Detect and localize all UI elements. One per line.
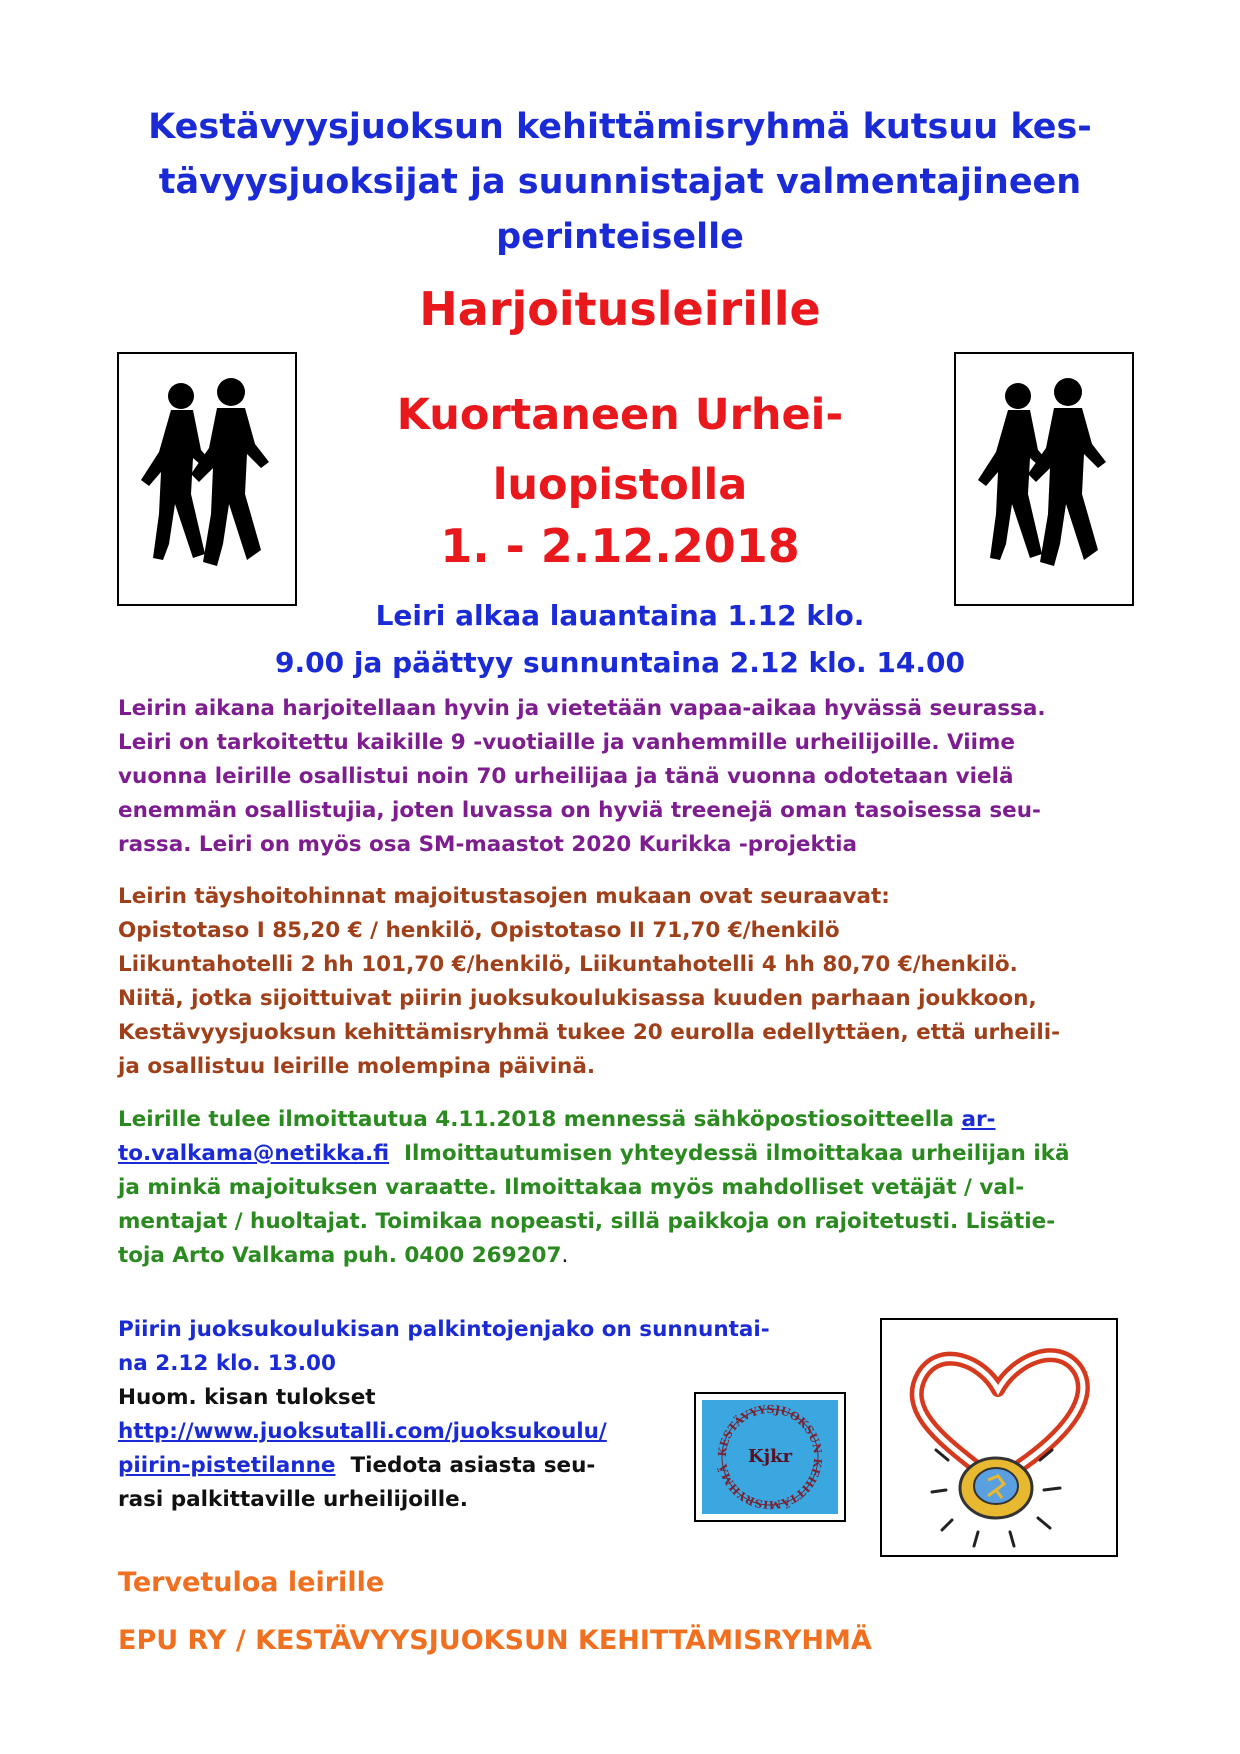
prices-paragraph	[118, 880, 1138, 1084]
kjkr-logo-graphic	[696, 1394, 844, 1520]
prices-line: Leirin täyshoitohinnat majoitustasojen mukaan ovat seuraavat:	[118, 884, 890, 909]
intro-line-1: Kestävyysjuoksun kehittämisryhmä kutsuu kes-	[148, 107, 1092, 147]
registration-line-3: ja minkä majoituksen varaatte. Ilmoittakaa myös mahdolliset vetäjät / val-	[118, 1175, 1025, 1200]
prices-line: Opistotaso I 85,20 € / henkilö, Opistotaso II 71,70 €/henkilö	[118, 918, 840, 943]
camp-location	[340, 380, 900, 520]
info-line: Leiri on tarkoitettu kaikille 9 -vuotiaille ja vanhemmille urheilijoille. Viime	[118, 730, 1016, 755]
info-line: enemmän osallistujia, joten luvassa on hyviä treenejä oman tasoisessa seu-	[118, 798, 1041, 823]
awards-line-1: Piirin juoksukoulukisan palkintojenjako on sunnuntai-	[118, 1317, 770, 1342]
results-link[interactable]: piirin-pistetilanne	[118, 1453, 336, 1478]
runners-silhouette-icon	[956, 354, 1132, 604]
prices-line: ja osallistuu leirille molempina päivinä.	[118, 1054, 596, 1079]
awards-line-6: rasi palkittaville urheilijoille.	[118, 1487, 468, 1512]
runners-image-right	[954, 352, 1134, 606]
welcome-text: Tervetuloa leirille	[118, 1567, 385, 1598]
logo-ring-text: KESTÄVYYSJUOKSUN KEHITTÄMISRYHMÄ	[715, 1402, 825, 1512]
contact-text: toja Arto Valkama puh. 0400 269207	[118, 1243, 562, 1268]
registration-paragraph	[118, 1103, 1138, 1273]
info-line: Leirin aikana harjoitellaan hyvin ja vietetään vapaa-aikaa hyvässä seurassa.	[118, 696, 1046, 721]
registration-line-2	[118, 1137, 1138, 1171]
camp-title: Harjoitusleirille	[419, 282, 821, 336]
info-line: rassa. Leiri on myös osa SM-maastot 2020 Kurikka -projektia	[118, 832, 857, 857]
prices-line: Niitä, jotka sijoittuivat piirin juoksukoulukisassa kuuden parhaan joukkoon,	[118, 986, 1037, 1011]
email-link[interactable]: to.valkama@netikka.fi	[118, 1141, 390, 1166]
registration-text: Leirille tulee ilmoittautua 4.11.2018 mennessä sähköpostiosoitteella	[118, 1107, 962, 1132]
runners-silhouette-icon	[119, 354, 295, 604]
registration-line-5	[118, 1239, 1138, 1273]
intro-heading	[100, 100, 1140, 265]
period: .	[561, 1243, 569, 1268]
medal-icon	[882, 1320, 1116, 1555]
awards-line-3: Huom. kisan tulokset	[118, 1385, 376, 1410]
kjkr-logo	[694, 1392, 846, 1522]
awards-text: Tiedota asiasta seu-	[335, 1453, 596, 1478]
registration-text: Ilmoittautumisen yhteydessä ilmoittakaa urheilijan ikä	[389, 1141, 1070, 1166]
schedule-line-2: 9.00 ja päättyy sunnuntaina 2.12 klo. 14.00	[275, 646, 965, 679]
registration-line-1	[118, 1103, 1138, 1137]
registration-line-4: mentajat / huoltajat. Toimikaa nopeasti, sillä paikkoja on rajoitetusti. Lisätie-	[118, 1209, 1056, 1234]
info-line: vuonna leirille osallistui noin 70 urheilijaa ja tänä vuonna odotetaan vielä	[118, 764, 1014, 789]
location-line-2: luopistolla	[492, 460, 748, 510]
prices-line: Liikuntahotelli 2 hh 101,70 €/henkilö, Liikuntahotelli 4 hh 80,70 €/henkilö.	[118, 952, 1018, 977]
prices-line: Kestävyysjuoksun kehittämisryhmä tukee 20 eurolla edellyttäen, että urheili-	[118, 1020, 1061, 1045]
schedule-line-1: Leiri alkaa lauantaina 1.12 klo.	[375, 599, 865, 632]
runners-image-left	[117, 352, 297, 606]
info-paragraph	[118, 692, 1138, 862]
footer-organization: EPU RY / KESTÄVYYSJUOKSUN KEHITTÄMISRYHMÄ	[118, 1625, 872, 1656]
intro-line-2: tävyysjuoksijat ja suunnistajat valmentajineen	[158, 162, 1082, 202]
camp-schedule	[220, 592, 1020, 686]
awards-line-2: na 2.12 klo. 13.00	[118, 1351, 336, 1376]
camp-date: 1. - 2.12.2018	[440, 519, 800, 573]
results-link[interactable]: http://www.juoksutalli.com/juoksukoulu/	[118, 1419, 607, 1444]
intro-line-3: perinteiselle	[496, 217, 744, 257]
location-line-1: Kuortaneen Urhei-	[396, 390, 844, 440]
email-link[interactable]: ar-	[961, 1107, 996, 1132]
medal-image	[880, 1318, 1118, 1557]
logo-center-text: Kjkr	[747, 1446, 793, 1467]
